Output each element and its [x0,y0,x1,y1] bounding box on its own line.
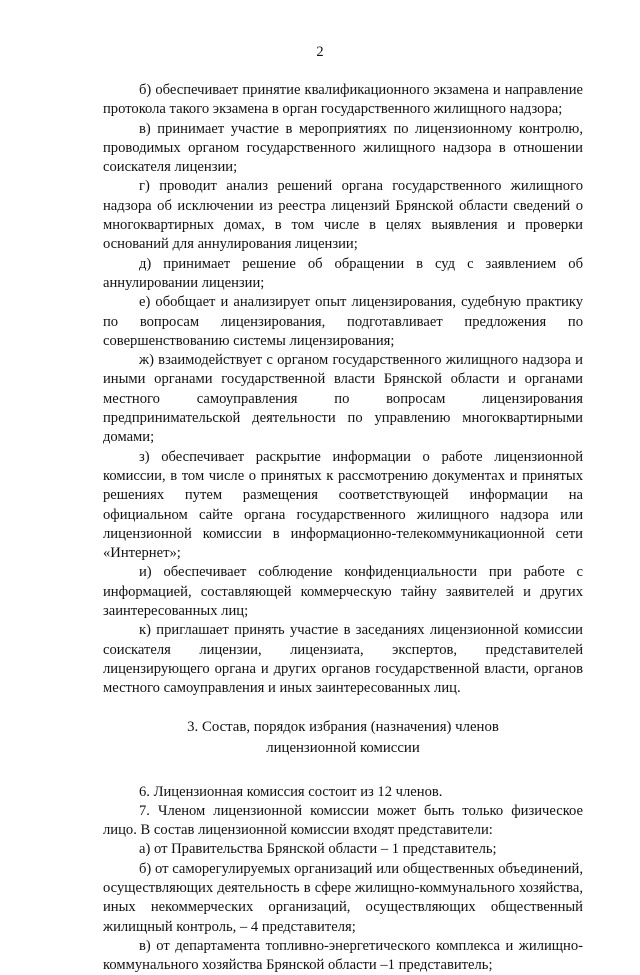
section-heading [103,717,583,759]
list-item-z: з) обеспечивает раскрытие информации о работе лицензионной комиссии, в том числе о принятых к рассмотрению документах и принятых решениях путем размещения соответствующей информации на официальном сайте органа государственного жилищного надзора или лицензионной комиссии в информационно-телекоммуникационной сети «Интернет»; [103,448,583,562]
list-item-b2: б) от саморегулируемых организаций или общественных объединений, осуществляющих деятельность в сфере жилищно-коммунального хозяйства, иных некоммерческих организаций, осуществляющих общественный жилищный контроль, – 4 представителя; [103,860,583,935]
list-item-b: б) обеспечивает принятие квалификационного экзамена и направление протокола такого экзамена в орган государственного жилищного надзора; [103,82,583,118]
list-item-zh: ж) взаимодействует с органом государственного жилищного надзора и иными органами государственной власти Брянской области и органами местного самоуправления по вопросам лицензирования предпринимательской деятельности по управлению многоквартирными домами; [103,352,583,446]
section-heading-line-2: лицензионной комиссии [266,739,420,756]
list-item-i: и) обеспечивает соблюдение конфиденциальности при работе с информацией, составляющей коммерческую тайну заявителей и других заинтересованных лиц; [103,564,583,620]
paragraph-6: 6. Лицензионная комиссия состоит из 12 членов. [139,783,443,800]
page-number: 2 [316,44,324,60]
section-heading-line-1: 3. Состав, порядок избрания (назначения) членов [187,718,499,735]
list-item-v2: в) от департамента топливно-энергетического комплекса и жилищно-коммунального хозяйства Брянской области –1 представитель; [103,937,583,974]
paragraph-7: 7. Членом лицензионной комиссии может быть только физическое лицо. В состав лицензионной комиссии входят представители: [103,802,583,839]
list-item-v: в) принимает участие в мероприятиях по лицензионному контролю, проводимых органом государственного жилищного надзора в отношении соискателя лицензии; [103,120,583,176]
document-body [103,81,583,975]
list-item-k: к) приглашает принять участие в заседаниях лицензионной комиссии соискателя лицензии, лицензиата, экспертов, представителей лицензирующего органа и других органов государственной власти, органов местного самоуправления и иных заинтересованных лиц. [103,622,583,697]
list-item-d: д) принимает решение об обращении в суд с заявлением об аннулировании лицензии; [103,255,583,291]
list-item-e: е) обобщает и анализирует опыт лицензирования, судебную практику по вопросам лицензирования, подготавливает предложения по совершенствованию системы лицензирования; [103,294,583,349]
list-item-g: г) проводит анализ решений органа государственного жилищного надзора об исключении из реестра лицензий Брянской области сведений о многоквартирных домах, в том числе в целях выявления и проверки оснований для аннулирования лицензии; [103,178,583,253]
list-item-a: а) от Правительства Брянской области – 1 представитель; [139,841,497,858]
